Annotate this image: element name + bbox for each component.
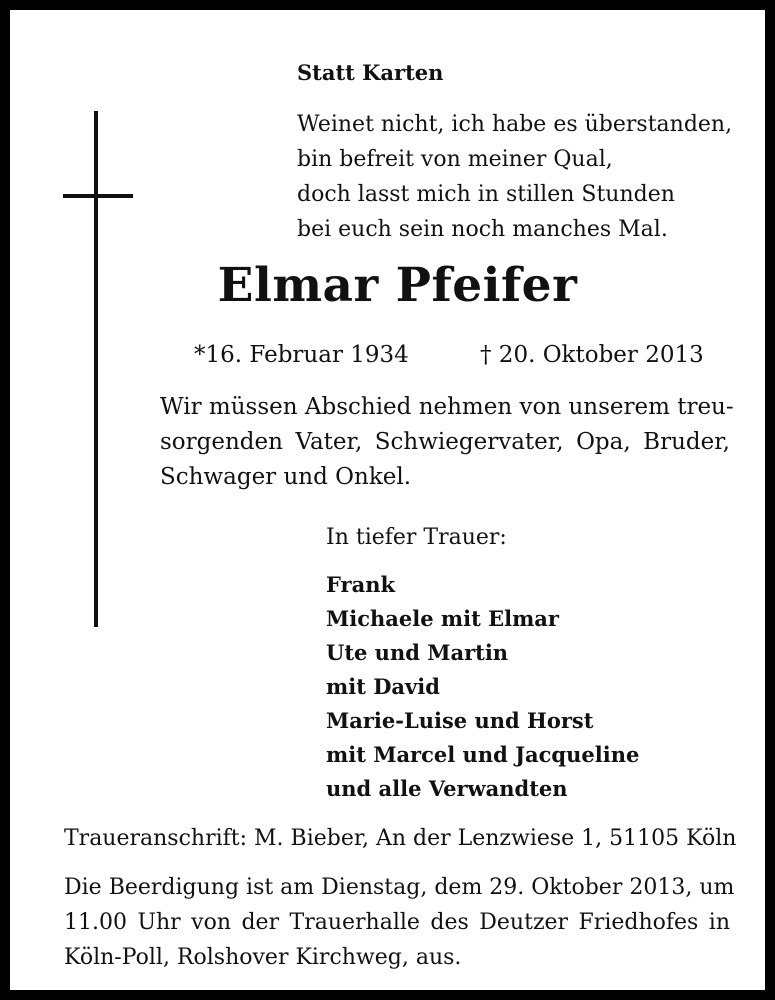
funeral-line: Die Beerdigung ist am Dienstag, dem 29. Oktober 2013, um xyxy=(64,875,735,900)
mourner-line: mit David xyxy=(326,674,440,699)
cross-horizontal-bar xyxy=(63,194,133,198)
poem-line: bei euch sein noch manches Mal. xyxy=(297,217,668,242)
cross-vertical-bar xyxy=(94,111,98,627)
funeral-line: 11.00 Uhr von der Trauerhalle des Deutzer Friedhofes in xyxy=(64,910,730,935)
poem-line: bin befreit von meiner Qual, xyxy=(297,147,613,172)
death-date: † 20. Oktober 2013 xyxy=(480,342,704,368)
mourner-line: Michaele mit Elmar xyxy=(326,606,559,631)
mourner-line: Marie-Luise und Horst xyxy=(326,708,594,733)
farewell-line: Schwager und Onkel. xyxy=(160,464,412,490)
poem-line: Weinet nicht, ich habe es überstanden, xyxy=(297,112,733,137)
farewell-text xyxy=(160,390,734,495)
mourning-address: Traueranschrift: M. Bieber, An der Lenzwiese 1, 51105 Köln xyxy=(64,826,737,851)
deceased-name: Elmar Pfeifer xyxy=(217,258,578,313)
mourner-line: mit Marcel und Jacqueline xyxy=(326,742,640,767)
mourning-label: In tiefer Trauer: xyxy=(326,525,507,550)
poem xyxy=(297,107,732,247)
mourners-list xyxy=(326,568,639,806)
funeral-line: Köln-Poll, Rolshover Kirchweg, aus. xyxy=(64,945,462,970)
mourner-line: Frank xyxy=(326,572,396,597)
farewell-line: Wir müssen Abschied nehmen von unserem treu- xyxy=(160,394,734,420)
mourner-line: und alle Verwandten xyxy=(326,776,568,801)
poem-line: doch lasst mich in stillen Stunden xyxy=(297,182,675,207)
farewell-line: sorgenden Vater, Schwiegervater, Opa, Bruder, xyxy=(160,429,730,455)
birth-date: *16. Februar 1934 xyxy=(194,342,409,368)
mourner-line: Ute und Martin xyxy=(326,640,509,665)
funeral-info xyxy=(64,870,735,975)
header-statt-karten: Statt Karten xyxy=(297,60,444,85)
